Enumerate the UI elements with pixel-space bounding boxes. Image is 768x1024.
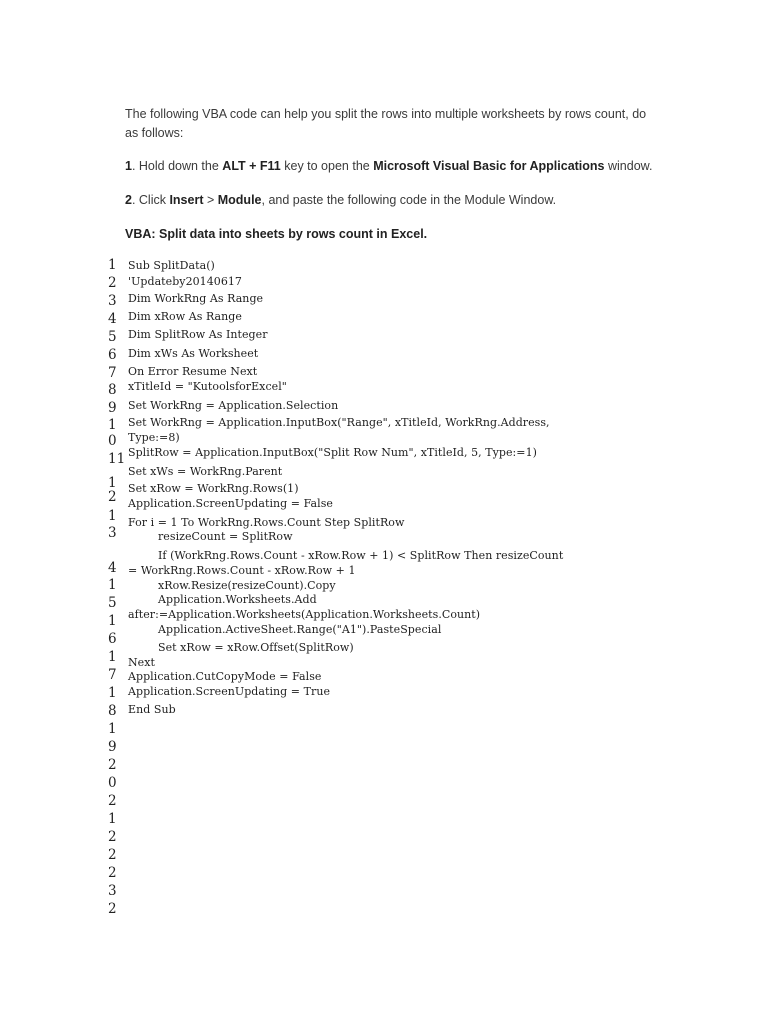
step-2-number: 2 — [125, 193, 132, 207]
code-line: after:=Application.Worksheets(Application.Worksheets.Count) — [128, 608, 481, 621]
line-number: 2 — [108, 865, 117, 881]
line-number: 8 — [108, 382, 117, 398]
code-line: Application.ScreenUpdating = False — [128, 497, 333, 510]
line-number: 3 — [108, 293, 117, 309]
code-line: Set xRow = WorkRng.Rows(1) — [128, 482, 299, 495]
code-line: Set xWs = WorkRng.Parent — [128, 465, 283, 478]
code-line: Dim xRow As Range — [128, 310, 242, 323]
line-number: 4 — [108, 311, 117, 327]
line-number: 11 — [108, 451, 126, 467]
line-number: 2 — [108, 489, 117, 505]
line-number: 9 — [108, 739, 117, 755]
step-1-number: 1 — [125, 159, 132, 173]
intro-paragraph: The following VBA code can help you split the rows into multiple worksheets by rows count, do as follows: — [125, 107, 647, 140]
code-line: Application.ScreenUpdating = True — [128, 685, 331, 698]
line-number: 1 — [108, 577, 117, 593]
step-2-module-item: Module — [217, 193, 262, 207]
step-2-text-b: > — [203, 193, 218, 207]
code-line: Next — [128, 656, 155, 669]
line-number: 5 — [108, 329, 117, 345]
line-number: 8 — [108, 703, 117, 719]
code-line: Type:=8) — [128, 431, 180, 444]
code-line: Sub SplitData() — [128, 259, 215, 272]
code-line: Set WorkRng = Application.InputBox("Range", xTitleId, WorkRng.Address, — [128, 416, 550, 429]
code-line: Dim SplitRow As Integer — [128, 328, 268, 341]
code-heading: VBA: Split data into sheets by rows count in Excel. — [125, 227, 428, 241]
code-line: End Sub — [128, 703, 176, 716]
line-number: 1 — [108, 613, 117, 629]
line-number: 1 — [108, 649, 117, 665]
line-number: 4 — [108, 560, 117, 576]
line-number: 2 — [108, 901, 117, 917]
line-number: 2 — [108, 793, 117, 809]
line-number: 1 — [108, 417, 117, 433]
code-line: = WorkRng.Rows.Count - xRow.Row + 1 — [128, 564, 356, 577]
line-number: 5 — [108, 595, 117, 611]
step-2-text-c: , and paste the following code in the Module Window. — [261, 193, 557, 207]
code-line: 'Updateby20140617 — [128, 275, 242, 288]
line-number: 1 — [108, 685, 117, 701]
code-line: Set xRow = xRow.Offset(SplitRow) — [158, 641, 354, 654]
code-line: Dim xWs As Worksheet — [128, 347, 259, 360]
line-number: 0 — [108, 775, 117, 791]
code-line: If (WorkRng.Rows.Count - xRow.Row + 1) < SplitRow Then resizeCount — [158, 549, 564, 562]
line-number: 1 — [108, 475, 117, 491]
line-number: 0 — [108, 433, 117, 449]
step-1-app-name: Microsoft Visual Basic for Applications — [373, 159, 605, 173]
line-number: 2 — [108, 829, 117, 845]
line-number: 6 — [108, 347, 117, 363]
step-1-paragraph — [125, 157, 660, 176]
step-1-text-c: window. — [604, 159, 653, 173]
line-number: 3 — [108, 883, 117, 899]
line-number: 3 — [108, 525, 117, 541]
step-1-shortcut: ALT + F11 — [222, 159, 281, 173]
line-number: 1 — [108, 721, 117, 737]
step-1-text-a: . Hold down the — [131, 159, 223, 173]
code-line: Dim WorkRng As Range — [128, 292, 264, 305]
code-line: resizeCount = SplitRow — [158, 530, 293, 543]
line-number: 1 — [108, 508, 117, 524]
step-2-text-a: . Click — [131, 193, 170, 207]
line-number: 9 — [108, 400, 117, 416]
line-number: 1 — [108, 257, 117, 273]
line-number: 2 — [108, 757, 117, 773]
code-line: SplitRow = Application.InputBox("Split Row Num", xTitleId, 5, Type:=1) — [128, 446, 537, 459]
code-line: Application.ActiveSheet.Range("A1").PasteSpecial — [158, 623, 442, 636]
code-line: For i = 1 To WorkRng.Rows.Count Step SplitRow — [128, 516, 405, 529]
code-line: Application.Worksheets.Add — [158, 593, 317, 606]
line-number: 7 — [108, 667, 117, 683]
code-line: On Error Resume Next — [128, 365, 258, 378]
code-line: xRow.Resize(resizeCount).Copy — [158, 579, 336, 592]
line-number: 2 — [108, 275, 117, 291]
line-number: 7 — [108, 365, 117, 381]
line-number: 2 — [108, 847, 117, 863]
step-1-text-b: key to open the — [280, 159, 374, 173]
code-line: xTitleId = "KutoolsforExcel" — [128, 380, 287, 393]
step-2-paragraph — [125, 191, 660, 210]
line-number: 6 — [108, 631, 117, 647]
step-2-insert-menu: Insert — [169, 193, 204, 207]
code-line: Application.CutCopyMode = False — [128, 670, 322, 683]
code-line: Set WorkRng = Application.Selection — [128, 399, 339, 412]
line-number: 1 — [108, 811, 117, 827]
